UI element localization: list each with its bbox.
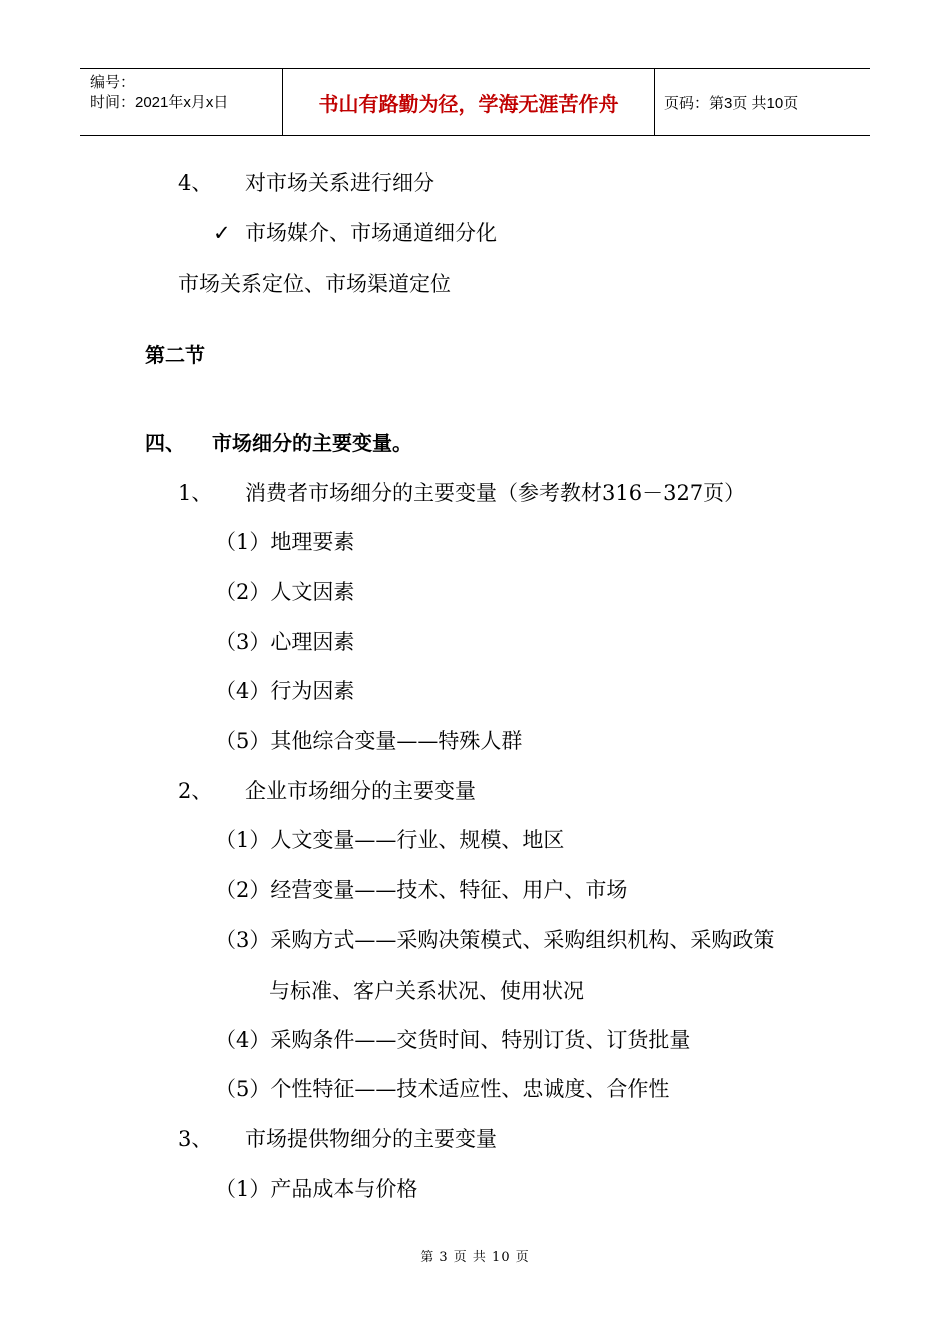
list-item-continuation: 与标准、客户关系状况、使用状况 <box>269 979 584 1003</box>
list-item: （4）采购条件——交货时间、特别订货、订货批量 <box>215 1028 691 1052</box>
list-item: （3）心理因素 <box>215 630 355 654</box>
page-footer: 第 3 页 共 10 页 <box>420 1250 530 1265</box>
header-meta <box>80 69 283 135</box>
list-item: （5）其他综合变量——特殊人群 <box>215 729 523 753</box>
list-item: （1）地理要素 <box>215 530 355 554</box>
header-motto: 书山有路勤为径，学海无涯苦作舟 <box>283 69 655 135</box>
header-number: 编号： <box>90 74 136 91</box>
subsection-1 <box>178 479 746 507</box>
subsection-number: 3、 <box>178 1127 213 1151</box>
subsection-2 <box>178 777 476 805</box>
list-item: （3）采购方式——采购决策模式、采购组织机构、采购政策 <box>215 928 775 952</box>
subsection-3 <box>178 1125 497 1153</box>
list-item: （2）人文因素 <box>215 580 355 604</box>
list-item: （4）行为因素 <box>215 679 355 703</box>
heading-text: 市场细分的主要变量。 <box>212 431 412 455</box>
heading-number: 四、 <box>145 431 185 455</box>
page-header <box>80 68 870 136</box>
list-item: （1）产品成本与价格 <box>215 1177 418 1201</box>
subsection-text: 企业市场细分的主要变量 <box>245 779 476 803</box>
list-item: （2）经营变量——技术、特征、用户、市场 <box>215 878 628 902</box>
checkmark-icon: ✓ <box>213 221 231 245</box>
header-page-info: 页码：第3页 共10页 <box>664 94 799 112</box>
plain-line: 市场关系定位、市场渠道定位 <box>178 272 451 296</box>
check-item-text: 市场媒介、市场通道细分化 <box>245 221 497 245</box>
list-item: （5）个性特征——技术适应性、忠诚度、合作性 <box>215 1077 670 1101</box>
subsection-text: 市场提供物细分的主要变量 <box>245 1127 497 1151</box>
check-item <box>213 219 497 247</box>
item-text: 对市场关系进行细分 <box>245 171 434 195</box>
subsection-number: 1、 <box>178 481 213 505</box>
section-title: 第二节 <box>145 343 205 367</box>
list-item: （1）人文变量——行业、规模、地区 <box>215 828 565 852</box>
subsection-text: 消费者市场细分的主要变量（参考教材316－327页） <box>245 481 746 505</box>
section-heading <box>145 429 412 457</box>
header-time: 时间：2021年x月x日 <box>90 94 229 111</box>
item-4 <box>178 169 434 197</box>
item-number: 4、 <box>178 171 213 195</box>
subsection-number: 2、 <box>178 779 213 803</box>
